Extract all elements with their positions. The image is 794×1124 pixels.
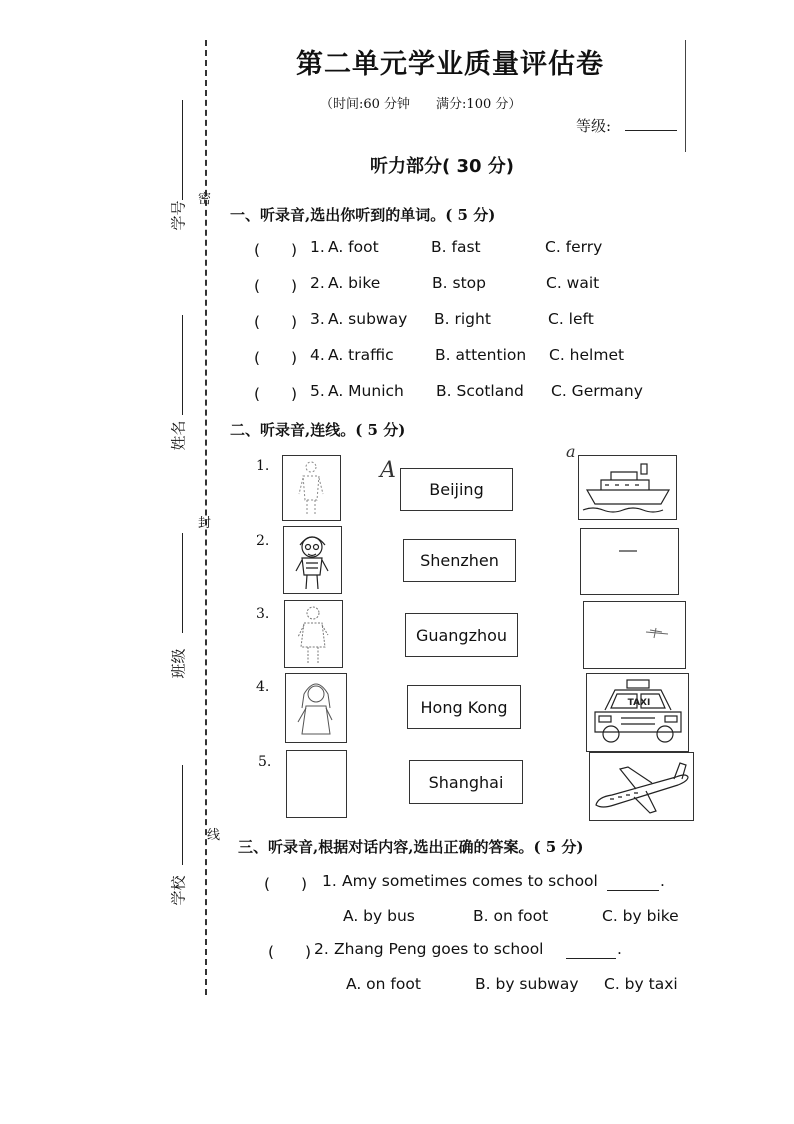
class-label: 班级 (169, 648, 188, 679)
person-icon (283, 456, 340, 520)
exam-info: （时间:60 分钟 满分:100 分） (320, 97, 522, 112)
option-a: A. Munich (328, 382, 404, 400)
section1-heading: 一、听录音,选出你听到的单词。( 5 分) (230, 206, 496, 224)
option-c: C. Germany (551, 382, 643, 400)
question-number: 2. (310, 274, 325, 292)
transport-picture-blank (580, 528, 679, 595)
plane-small-icon (584, 602, 685, 668)
answer-paren[interactable]: ( ) (268, 943, 312, 961)
city-label: Shenzhen (420, 551, 499, 570)
grade-label: 等级: (576, 117, 612, 135)
transport-picture-airplane (589, 752, 694, 821)
option-c: C. helmet (549, 346, 625, 364)
girl-icon (286, 674, 346, 742)
question-number: 2. (314, 940, 329, 958)
question-number: 3. (310, 310, 325, 328)
option-c: C. left (548, 310, 594, 328)
person-picture-2 (283, 526, 342, 594)
city-box-guangzhou[interactable] (405, 613, 518, 657)
person-picture-1 (282, 455, 341, 521)
option-b: B. right (434, 310, 491, 328)
answer-paren[interactable]: ( ) (264, 875, 308, 893)
transport-picture-plane-small (583, 601, 686, 669)
handwritten-mark-a: A (380, 458, 396, 483)
option-a: A. by bus (343, 907, 415, 925)
taxi-icon (587, 674, 688, 751)
city-label: Guangzhou (415, 625, 508, 645)
option-b: B. stop (432, 274, 486, 292)
taxi-sign-text: TAXI (627, 698, 651, 708)
airplane-icon (590, 753, 693, 820)
class-line (182, 533, 183, 633)
match-number-2: 2. (256, 533, 270, 549)
match-number-5: 5. (258, 754, 272, 770)
city-label: Beijing (429, 480, 484, 499)
city-box-beijing[interactable] (400, 468, 513, 511)
answer-blank[interactable] (566, 942, 616, 959)
option-a: A. traffic (328, 346, 394, 364)
city-box-shanghai[interactable] (409, 760, 523, 804)
grade-blank[interactable] (625, 130, 677, 131)
ship-icon (579, 456, 676, 519)
option-b: B. attention (435, 346, 527, 364)
sentence-end: . (660, 872, 665, 890)
question-number: 5. (310, 382, 325, 400)
person-picture-3 (284, 600, 343, 668)
answer-blank[interactable] (607, 874, 659, 891)
option-c: C. ferry (545, 238, 603, 256)
sentence-end: . (617, 940, 622, 958)
match-number-4: 4. (256, 679, 270, 695)
answer-paren[interactable]: ( ) (254, 385, 298, 403)
option-a: A. on foot (346, 975, 421, 993)
seal-char-feng: 封 (198, 516, 212, 531)
option-a: A. bike (328, 274, 381, 292)
section3-heading: 三、听录音,根据对话内容,选出正确的答案。( 5 分) (238, 838, 584, 856)
school-line (182, 765, 183, 865)
option-c: C. wait (546, 274, 600, 292)
name-line (182, 315, 183, 415)
person-picture-5 (286, 750, 347, 818)
blank-picture (581, 529, 678, 594)
student-id-label: 学号 (169, 200, 188, 231)
boy-icon (284, 527, 341, 593)
city-label: Hong Kong (420, 697, 508, 717)
answer-paren[interactable]: ( ) (254, 349, 298, 367)
option-c: C. by bike (602, 907, 679, 925)
school-label: 学校 (169, 875, 188, 906)
handwritten-mark-small-a: a (566, 442, 576, 461)
seal-char-xian: 线 (207, 828, 221, 843)
seal-char-mi: 密 (198, 192, 212, 207)
page-title: 第二单元学业质量评估卷 (296, 49, 604, 80)
option-b: B. Scotland (436, 382, 524, 400)
answer-paren[interactable]: ( ) (254, 313, 298, 331)
city-label: Shanghai (428, 772, 504, 792)
answer-paren[interactable]: ( ) (254, 241, 298, 259)
option-c: C. by taxi (604, 975, 678, 993)
option-a: A. foot (328, 238, 379, 256)
transport-picture-taxi (586, 673, 689, 752)
city-box-hong-kong[interactable] (407, 685, 521, 729)
question-text: Amy sometimes comes to school (342, 872, 598, 890)
option-a: A. subway (328, 310, 408, 328)
person-picture-4 (285, 673, 347, 743)
part-title: 听力部分( 30 分) (370, 156, 515, 177)
answer-paren[interactable]: ( ) (254, 277, 298, 295)
section2-heading: 二、听录音,连线。( 5 分) (230, 421, 406, 439)
option-b: B. by subway (475, 975, 579, 993)
student-id-line (182, 100, 183, 200)
match-number-1: 1. (256, 458, 270, 474)
question-number: 1. (310, 238, 325, 256)
question-text: Zhang Peng goes to school (334, 940, 544, 958)
name-label: 姓名 (169, 420, 188, 451)
transport-picture-ship (578, 455, 677, 520)
person-icon (285, 601, 342, 667)
option-b: B. fast (431, 238, 481, 256)
city-box-shenzhen[interactable] (403, 539, 516, 582)
question-number: 1. (322, 872, 337, 890)
option-b: B. on foot (473, 907, 549, 925)
question-number: 4. (310, 346, 325, 364)
match-number-3: 3. (256, 606, 270, 622)
